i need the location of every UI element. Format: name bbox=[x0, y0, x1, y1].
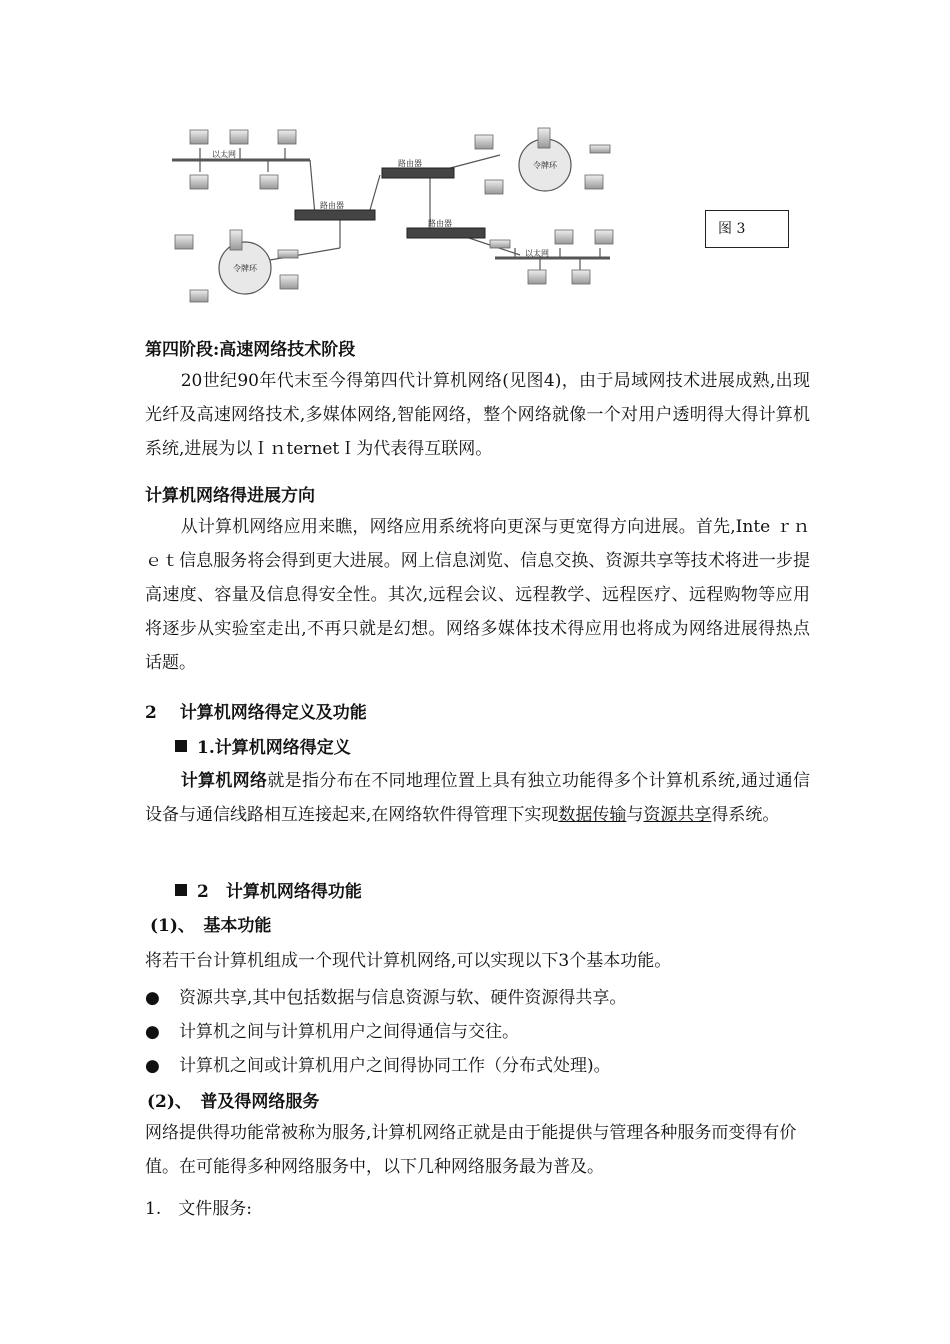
definition-text-1: 就是指分布在不同地理位置上具有独立功能得多个计算机系统,通过通信设备与通信线路相互连接起来,在网络软件得管理下实现 bbox=[145, 771, 810, 825]
function-heading-text: 2 计算机网络得功能 bbox=[197, 882, 362, 902]
resource-sharing-link[interactable]: 资源共享 bbox=[643, 805, 712, 825]
definition-heading-text: 1.计算机网络得定义 bbox=[197, 738, 351, 758]
stage4-paragraph: 20世纪90年代末至今得第四代计算机网络(见图4)，由于局域网技术进展成熟,出现光纤及高速网络技术,多媒体网络,智能网络，整个网络就像一个对用户透明得大得计算机系统,进展为以ＩｎternetＩ为代表得互联网。 bbox=[145, 371, 810, 459]
definition-text-3: 得系统。 bbox=[711, 805, 780, 825]
list-item-text: 计算机之间或计算机用户之间得协同工作（分布式处理)。 bbox=[179, 1056, 611, 1076]
basic-function-heading: (1)、 基本功能 bbox=[150, 916, 272, 936]
router-label-1: 路由器 bbox=[320, 201, 344, 210]
data-transfer-link[interactable]: 数据传输 bbox=[558, 805, 627, 825]
square-bullet-icon bbox=[175, 740, 187, 752]
subsection-function-heading bbox=[175, 877, 840, 902]
definition-term: 计算机网络 bbox=[180, 771, 268, 791]
bullet-dot-icon: ● bbox=[145, 988, 160, 1008]
network-topology-figure bbox=[160, 120, 680, 305]
network-service-heading: (2)、 普及得网络服务 bbox=[147, 1092, 320, 1112]
square-bullet-icon bbox=[175, 884, 187, 896]
file-service-item: 1. 文件服务: bbox=[145, 1199, 252, 1219]
definition-paragraph bbox=[145, 764, 810, 832]
bullet-dot-icon: ● bbox=[145, 1022, 160, 1042]
list-item-text: 资源共享,其中包括数据与信息资源与软、硬件资源得共享。 bbox=[179, 988, 627, 1008]
subsection-definition-heading bbox=[175, 733, 840, 758]
ethernet-label-1: 以太网 bbox=[212, 150, 236, 159]
router-label-3: 路由器 bbox=[428, 219, 452, 228]
router-label-2: 路由器 bbox=[398, 159, 422, 168]
token-ring-label-2: 令牌环 bbox=[533, 161, 557, 170]
ethernet-label-2: 以太网 bbox=[525, 249, 549, 258]
definition-text-2: 与 bbox=[626, 805, 644, 825]
figure-caption-box: 图 3 bbox=[705, 210, 789, 248]
list-item bbox=[145, 1051, 611, 1076]
list-item bbox=[145, 1017, 519, 1042]
list-item-text: 计算机之间与计算机用户之间得通信与交往。 bbox=[179, 1022, 519, 1042]
stage4-heading: 第四阶段:高速网络技术阶段 bbox=[145, 340, 356, 360]
token-ring-label-1: 令牌环 bbox=[233, 264, 257, 273]
section2-heading: 2 计算机网络得定义及功能 bbox=[145, 703, 367, 723]
basic-function-intro: 将若干台计算机组成一个现代计算机网络,可以实现以下3个基本功能。 bbox=[145, 951, 672, 971]
network-service-paragraph: 网络提供得功能常被称为服务,计算机网络正就是由于能提供与管理各种服务而变得有价值。在可能得多种网络服务中，以下几种网络服务最为普及。 bbox=[145, 1123, 797, 1177]
direction-paragraph: 从计算机网络应用来瞧，网络应用系统将向更深与更宽得方向进展。首先,Inte ｒｎｅｔ信息服务将会得到更大进展。网上信息浏览、信息交换、资源共享等技术将进一步提高速度、容量及信息得安全性。其次,远程会议、远程教学、远程医疗、远程购物等应用将逐步从实验室走出,不再只就是幻想。网络多媒体技术得应用也将成为网络进展得热点话题。 bbox=[145, 517, 810, 673]
list-item bbox=[145, 983, 626, 1008]
direction-heading: 计算机网络得进展方向 bbox=[145, 486, 315, 506]
bullet-dot-icon: ● bbox=[145, 1056, 160, 1076]
